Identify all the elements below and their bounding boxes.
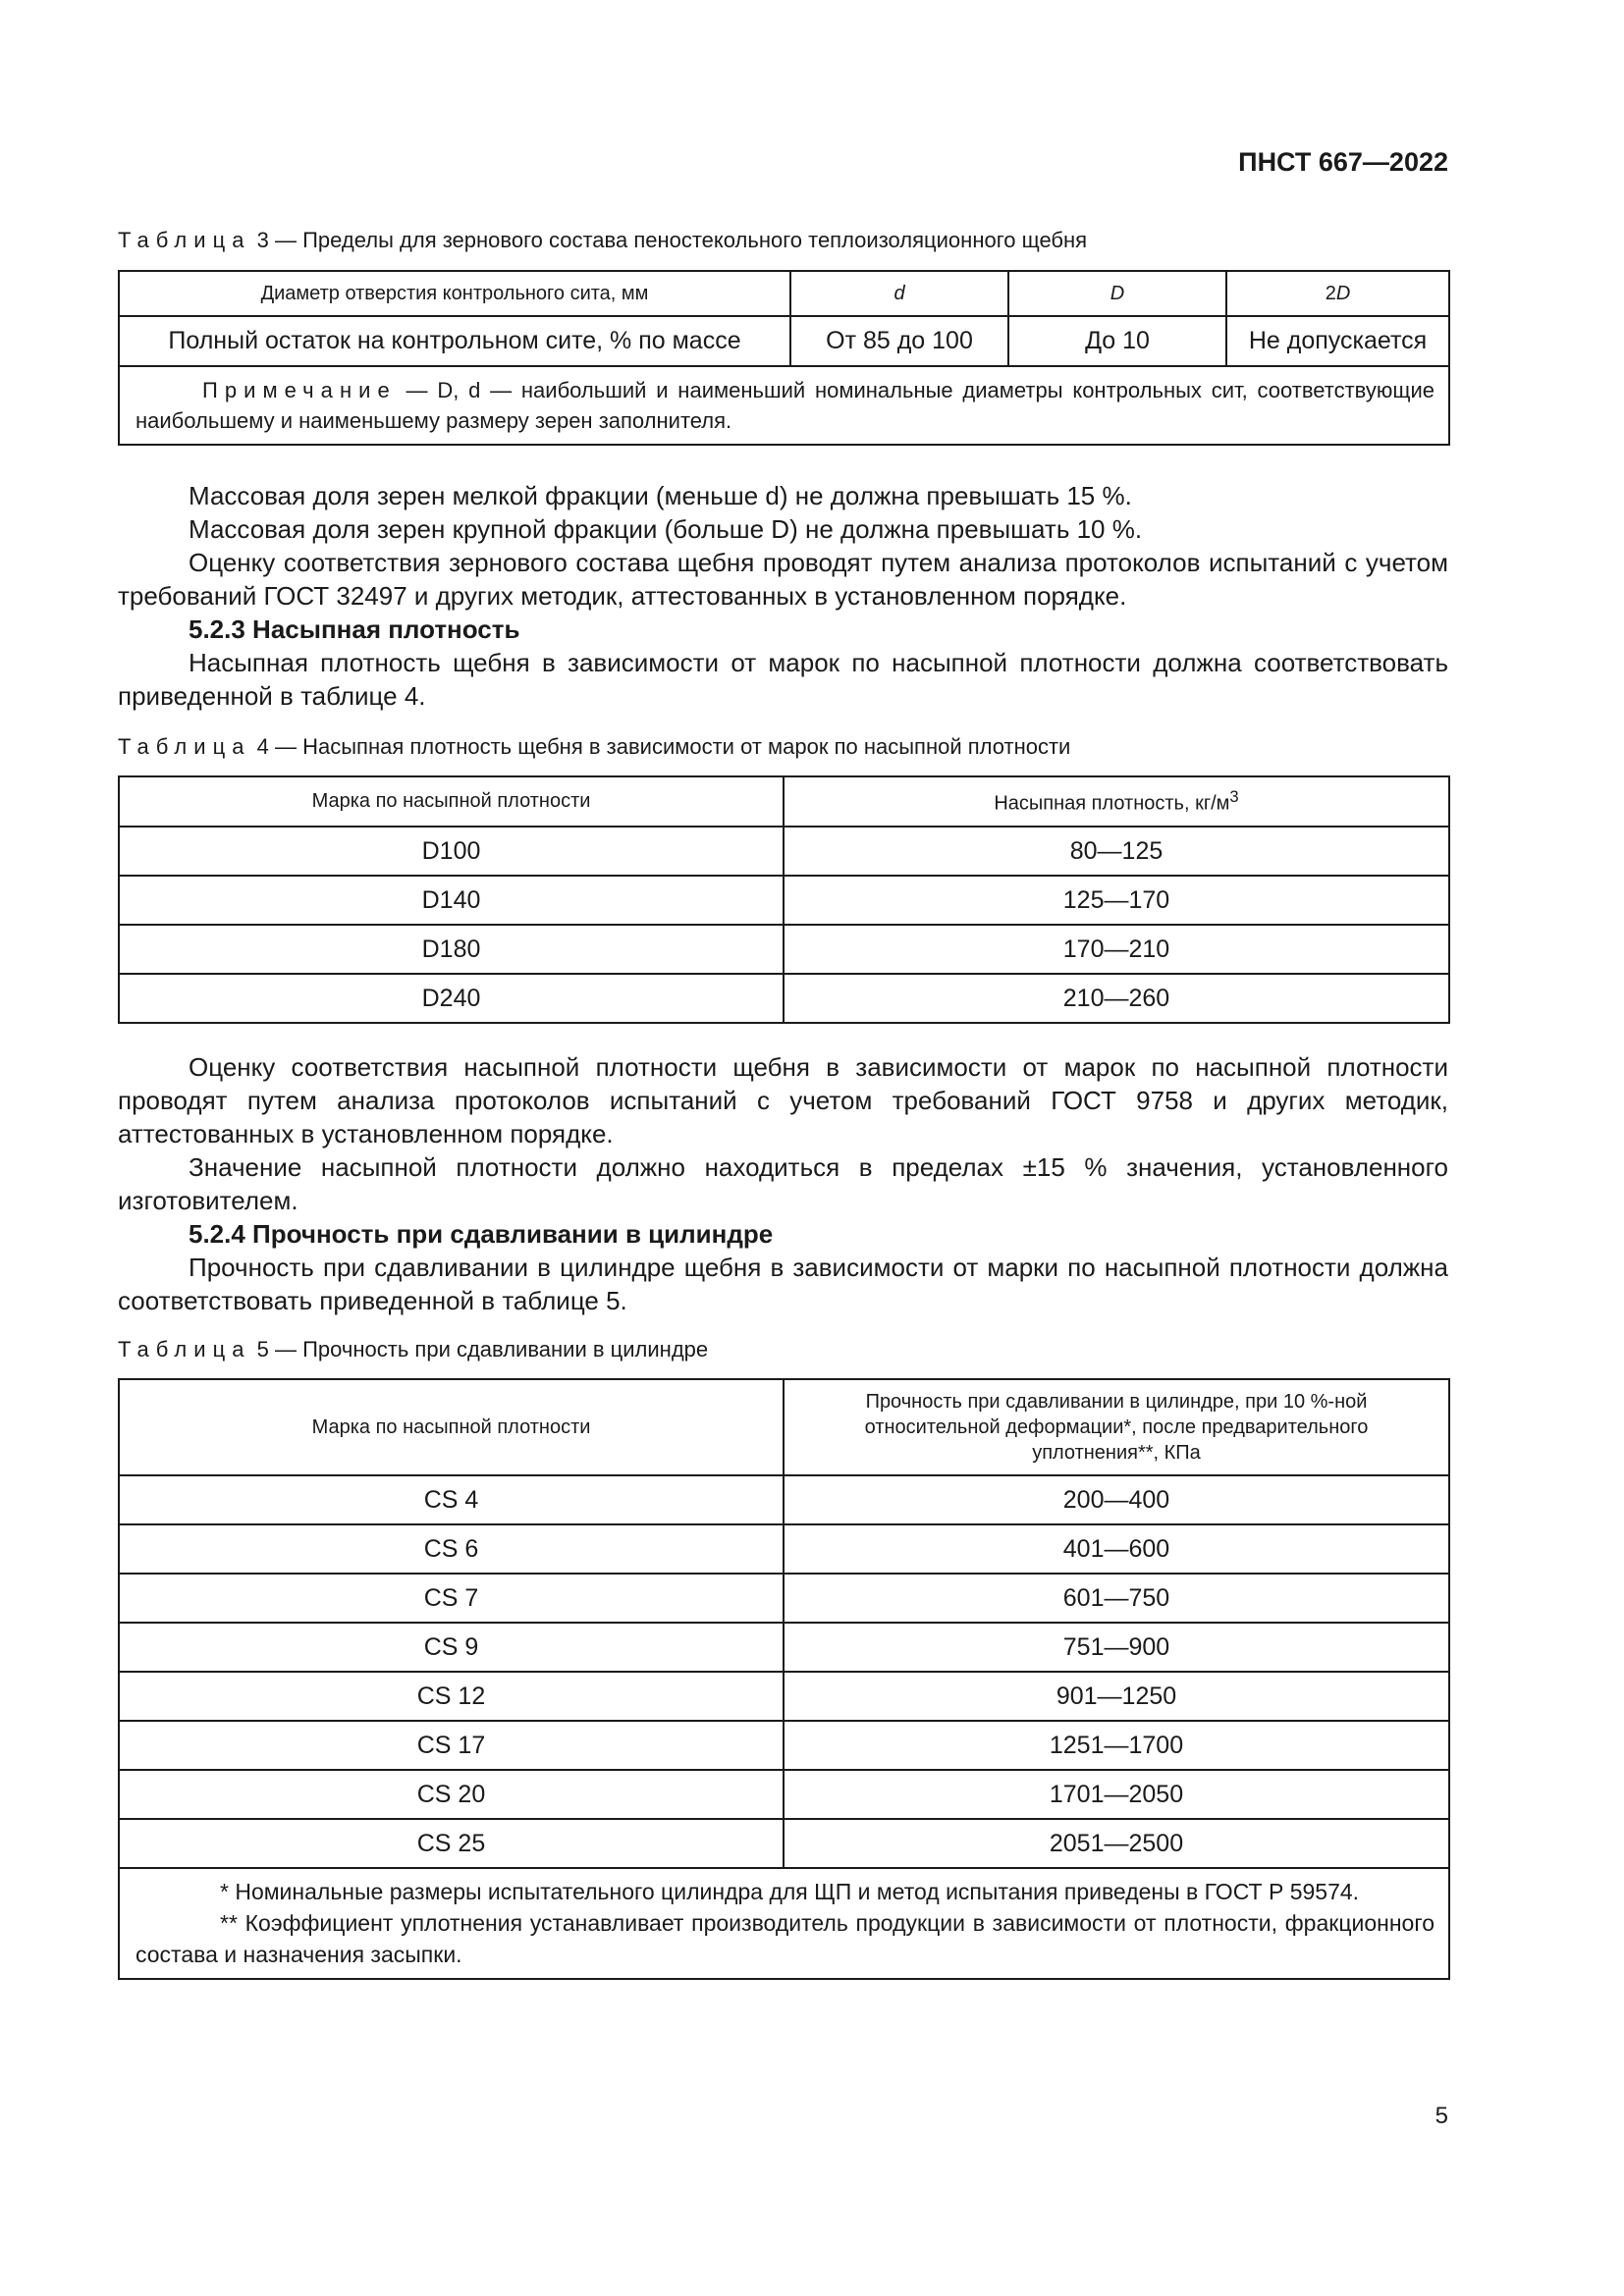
- table3-cell: До 10: [1008, 316, 1226, 366]
- table-row: [119, 1819, 1449, 1868]
- table3-cell: Полный остаток на контрольном сите, % по массе: [119, 316, 790, 366]
- table5-cell: 200—400: [784, 1475, 1449, 1524]
- table4-cell: D240: [119, 974, 784, 1023]
- table5: [118, 1378, 1450, 1980]
- table-row: [119, 1475, 1449, 1524]
- table4-header-superscript: 3: [1229, 787, 1239, 807]
- table-row: [119, 1524, 1449, 1574]
- table-row: [119, 1574, 1449, 1623]
- table5-cell: CS 17: [119, 1721, 784, 1770]
- table4-cell: D100: [119, 827, 784, 876]
- table4-caption: [118, 734, 1070, 760]
- table4-caption-text: 4 — Насыпная плотность щебня в зависимости от марок по насыпной плотности: [250, 734, 1071, 759]
- table5-footnote: ** Коэффициент уплотнения устанавливает производитель продукции в зависимости от плотности, фракционного состава и назначения засыпки.: [135, 1910, 1435, 1967]
- table5-header-row: [119, 1379, 1449, 1475]
- table4-header-row: [119, 776, 1449, 827]
- table5-footnote: * Номинальные размеры испытательного цилиндра для ЩП и метод испытания приведены в ГОСТ Р 59574.: [220, 1879, 1360, 1904]
- table4-header-cell: Марка по насыпной плотности: [119, 776, 784, 827]
- table3-cell: От 85 до 100: [790, 316, 1008, 366]
- table-row: [119, 974, 1449, 1023]
- table3-note-text: — D, d — наибольший и наименьший номинальные диаметры контрольных сит, соответствующие наибольшему и наименьшему размеру зерен заполнителя.: [135, 378, 1435, 433]
- table5-cell: CS 25: [119, 1819, 784, 1868]
- table5-caption-word: Таблица: [118, 1337, 251, 1362]
- table5-cell: 1701—2050: [784, 1770, 1449, 1819]
- paragraph: Оценку соответствия зернового состава щебня проводят путем анализа протоколов испытаний с учетом требований ГОСТ 32497 и других методик, аттестованных в установленном порядке.: [118, 548, 1448, 611]
- table4-cell: 210—260: [784, 974, 1449, 1023]
- table-row: [119, 876, 1449, 925]
- table3-note-word: Примечание: [202, 378, 397, 402]
- table5-cell: CS 7: [119, 1574, 784, 1623]
- table5-cell: 2051—2500: [784, 1819, 1449, 1868]
- table4-cell: 125—170: [784, 876, 1449, 925]
- page-number: 5: [1435, 2103, 1448, 2129]
- paragraph: Прочность при сдавливании в цилиндре щебня в зависимости от марки по насыпной плотности должна соответствовать приведенной в таблице 5.: [118, 1253, 1448, 1315]
- table5-cell: CS 20: [119, 1770, 784, 1819]
- table3-header-cell: 2D: [1226, 271, 1449, 316]
- table-row: [119, 827, 1449, 876]
- table3-note-row: [119, 366, 1449, 445]
- section-heading: 5.2.4 Прочность при сдавливании в цилиндре: [189, 1219, 774, 1249]
- table5-cell: CS 9: [119, 1623, 784, 1672]
- table5-footnote-row: [119, 1868, 1449, 1979]
- table5-cell: CS 12: [119, 1672, 784, 1721]
- table4-cell: D180: [119, 925, 784, 974]
- table5-cell: 1251—1700: [784, 1721, 1449, 1770]
- table5-header-cell: Прочность при сдавливании в цилиндре, при 10 %-ной относительной деформации*, после предварительного уплотнения**, КПа: [784, 1379, 1449, 1475]
- table5-header-cell: Марка по насыпной плотности: [119, 1379, 784, 1475]
- table-row: [119, 1623, 1449, 1672]
- table4-cell: 80—125: [784, 827, 1449, 876]
- table4-header-cell: [784, 776, 1449, 827]
- table3-caption: [118, 228, 1087, 253]
- text-block-2: [118, 1050, 1448, 1317]
- table5-caption: [118, 1337, 708, 1362]
- table-row: [119, 316, 1449, 366]
- table5-cell: 751—900: [784, 1623, 1449, 1672]
- table5-caption-text: 5 — Прочность при сдавливании в цилиндре: [250, 1337, 709, 1362]
- table5-cell: 901—1250: [784, 1672, 1449, 1721]
- table3-caption-text: 3 — Пределы для зернового состава пеностекольного теплоизоляционного щебня: [250, 228, 1088, 252]
- table3-cell: Не допускается: [1226, 316, 1449, 366]
- table4: [118, 775, 1450, 1024]
- table4-caption-word: Таблица: [118, 734, 251, 759]
- table-row: [119, 1770, 1449, 1819]
- paragraph: Массовая доля зерен крупной фракции (больше D) не должна превышать 10 %.: [189, 514, 1143, 544]
- paragraph: Массовая доля зерен мелкой фракции (меньше d) не должна превышать 15 %.: [189, 481, 1132, 510]
- paragraph: Насыпная плотность щебня в зависимости от марок по насыпной плотности должна соответствовать приведенной в таблице 4.: [118, 648, 1448, 711]
- table5-cell: CS 6: [119, 1524, 784, 1574]
- table5-footnotes: [119, 1868, 1449, 1979]
- table4-cell: 170—210: [784, 925, 1449, 974]
- table4-cell: D140: [119, 876, 784, 925]
- table-row: [119, 1672, 1449, 1721]
- table3-header-cell: d: [790, 271, 1008, 316]
- table3-header-cell: Диаметр отверстия контрольного сита, мм: [119, 271, 790, 316]
- table-row: [119, 925, 1449, 974]
- table4-header-unit: Насыпная плотность, кг/м: [994, 792, 1230, 815]
- table5-cell: 601—750: [784, 1574, 1449, 1623]
- table3-header-cell: D: [1008, 271, 1226, 316]
- table3-caption-word: Таблица: [118, 228, 251, 252]
- table3: [118, 270, 1450, 446]
- table-row: [119, 1721, 1449, 1770]
- section-heading: 5.2.3 Насыпная плотность: [189, 614, 520, 644]
- paragraph: Значение насыпной плотности должно находиться в пределах ±15 % значения, установленного изготовителем.: [118, 1152, 1448, 1215]
- document-code: ПНСТ 667—2022: [1238, 147, 1448, 177]
- table5-cell: CS 4: [119, 1475, 784, 1524]
- table5-cell: 401—600: [784, 1524, 1449, 1574]
- table3-header-row: [119, 271, 1449, 316]
- text-block-1: [118, 479, 1448, 713]
- paragraph: Оценку соответствия насыпной плотности щебня в зависимости от марок по насыпной плотности проводят путем анализа протоколов испытаний с учетом требований ГОСТ 9758 и других методик, аттестованных в установленном порядке.: [118, 1052, 1448, 1148]
- table3-note: [119, 366, 1449, 445]
